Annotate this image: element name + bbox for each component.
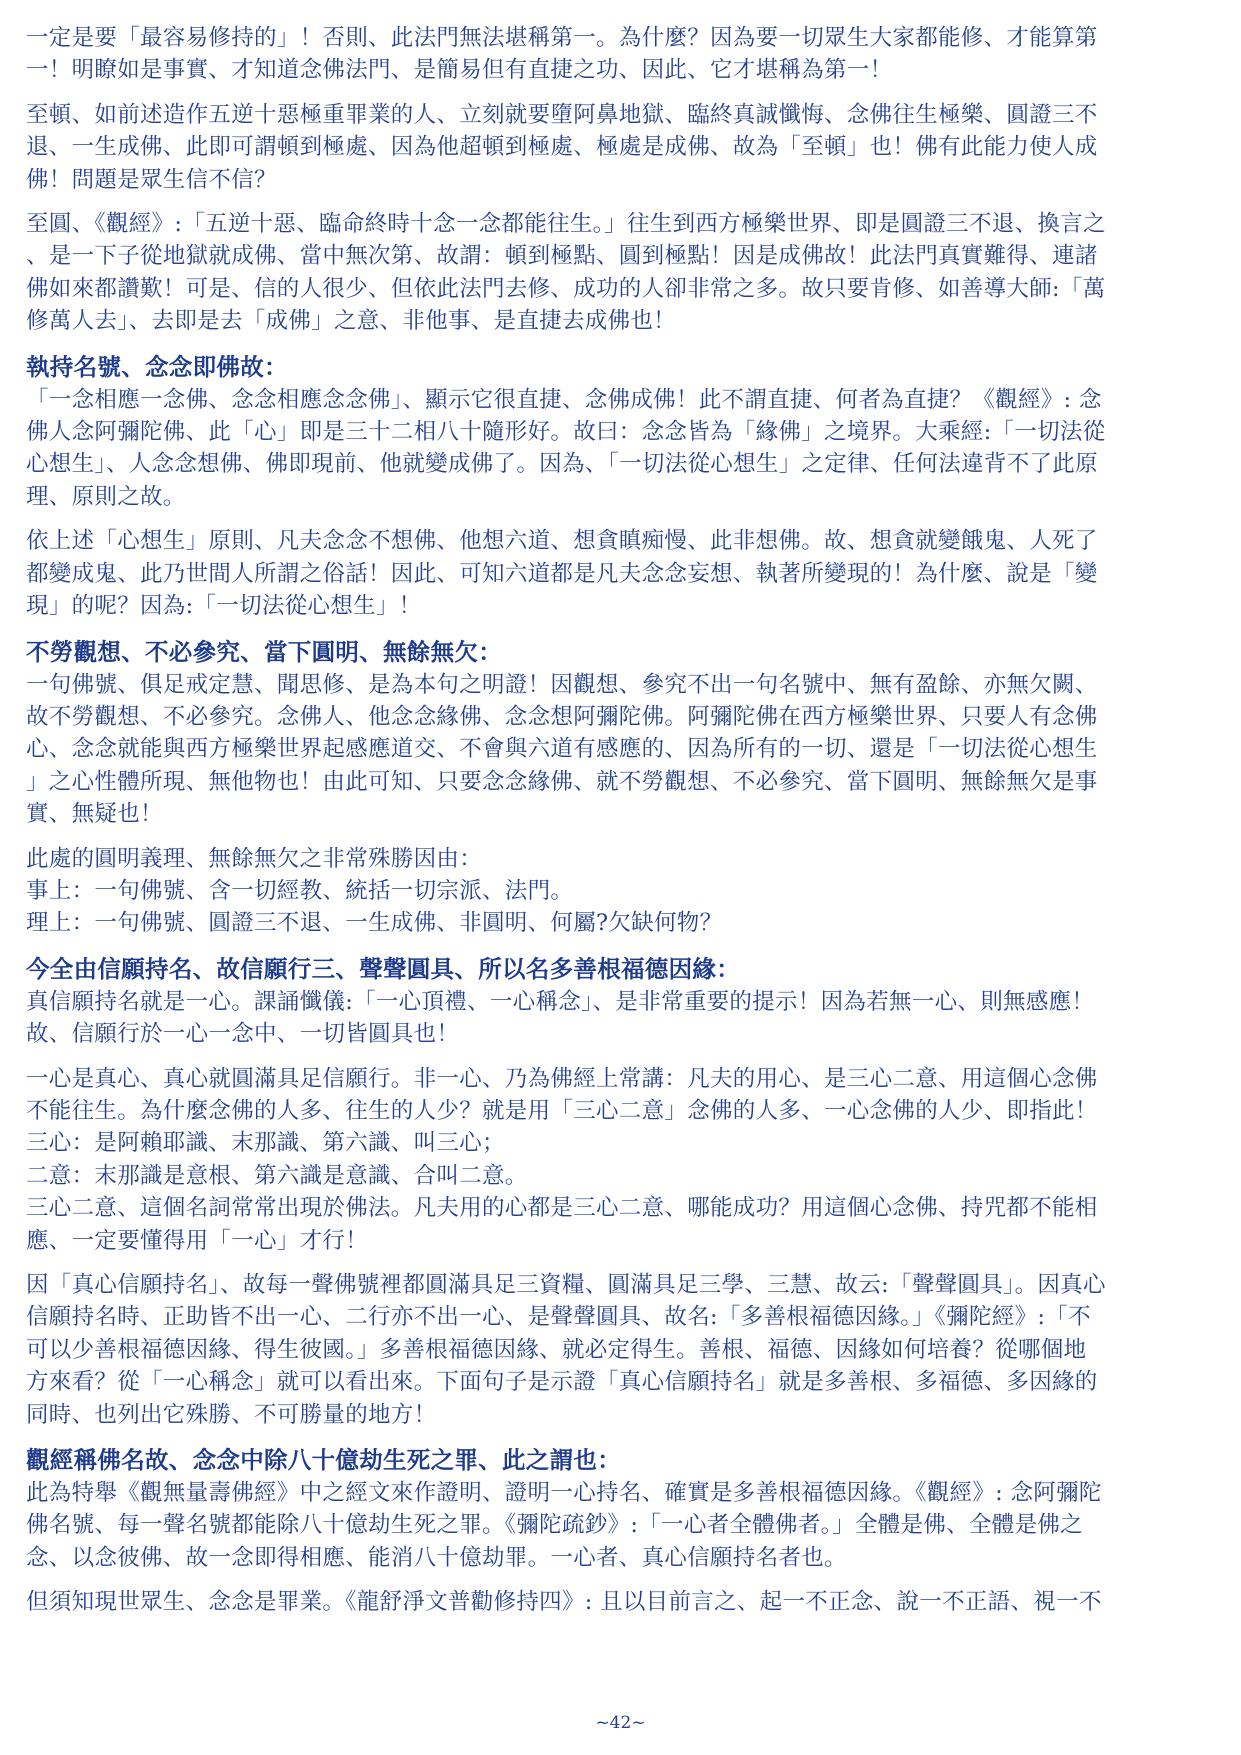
section-heading-2: 不勞觀想、不必參究、當下圓明、無餘無欠： xyxy=(26,637,502,666)
paragraph-9: 一心是真心、真心就圓滿具足信願行。非一心、乃為佛經上常講：凡夫的用心、是三心二意、用這個心念佛 不能往生。為什麼念佛的人多、往生的人少？就是用「三心二意」念佛的人多、一心念佛的人少、即指此！ 三心：是阿賴耶識、末那識、第六識、叫三心； 二意：末那識是意根、第六識是意識、合叫二意。 三心二意、這個名詞常常出現於佛法。凡夫用的心都是三心二意、哪能成功？用這個心念佛、持咒都不能相 應、一定要懂得用「一心」才行！ xyxy=(26,1065,1098,1254)
paragraph-7: 此處的圓明義理、無餘無欠之非常殊勝因由： 事上：一句佛號、含一切經教、統括一切宗派、法門。 理上：一句佛號、圓證三不退、一生成佛、非圓明、何屬?欠缺何物？ xyxy=(26,845,723,937)
paragraph-12: 但須知現世眾生、念念是罪業。《龍舒淨文普勸修持四》: 且以目前言之、起一不正念、說一不正語、視一不 xyxy=(26,1589,1102,1616)
paragraph-1: 一定是要「最容易修持的」！否則、此法門無法堪稱第一。為什麼？因為要一切眾生大家都能修、才能算第 一！明瞭如是事實、才知道念佛法門、是簡易但有直捷之功、因此、它才堪稱為第一！ xyxy=(26,25,1098,84)
paragraph-11: 此為特舉《觀無量壽佛經》中之經文來作證明、證明一心持名、確實是多善根福德因緣。《觀經》: 念阿彌陀 佛名號、每一聲名號都能除八十億劫生死之罪。《彌陀疏鈔》:「一心者全體佛者。」全體是佛、全體是佛之 念、以念彼佛、故一念即得相應、能消八十億劫罪。一心者、真心信願持名者也。 xyxy=(26,1480,1102,1571)
page-number: ~42~ xyxy=(595,1713,646,1733)
paragraph-10: 因「真心信願持名」、故每一聲佛號裡都圓滿具足三資糧、圓滿具足三學、三慧、故云:「聲聲圓具」。因真心 信願持名時、正助皆不出一心、二行亦不出一心、是聲聲圓具、故名:「多善根福德因緣。」《彌陀經》:「不 可以少善根福德因緣、得生彼國。」多善根福德因緣、就必定得生。善根、福德、因緣如何培養？從哪個地 方來看？從「一心稱念」就可以看出來。下面句子是示證「真心信願持名」就是多善根、多福德、多因緣的 同時、也列出它殊勝、不可勝量的地方！ xyxy=(26,1272,1106,1428)
section-heading-3: 今全由信願持名、故信願行三、聲聲圓具、所以名多善根福德因緣： xyxy=(26,954,740,983)
document-body xyxy=(26,22,1220,1631)
paragraph-3: 至圓、《觀經》:「五逆十惡、臨命終時十念一念都能往生。」往生到西方極樂世界、即是圓證三不退、換言之 、是一下子從地獄就成佛、當中無次第、故謂：頓到極點、圓到極點！因是成佛故！此法門真實難得、連諸 佛如來都讚歎！可是、信的人很少、但依此法門去修、成功的人卻非常之多。故只要肯修、如善導大師:「萬 修萬人去」、去即是去「成佛」之意、非他事、是直捷去成佛也！ xyxy=(26,211,1106,335)
paragraph-8: 真信願持名就是一心。課誦懺儀:「一心頂禮、一心稱念」、是非常重要的提示！因為若無一心、則無感應！ 故、信願行於一心一念中、一切皆圓具也！ xyxy=(26,988,1095,1048)
section-heading-1: 執持名號、念念即佛故： xyxy=(26,352,288,381)
paragraph-5: 依上述「心想生」原則、凡夫念念不想佛、他想六道、想貪瞋痴慢、此非想佛。故、想貪就變餓鬼、人死了 都變成鬼、此乃世間人所謂之俗話！因此、可知六道都是凡夫念念妄想、執著所變現的！為什麼、說是「變 現」的呢？因為:「一切法從心想生」！ xyxy=(26,528,1098,620)
paragraph-2: 至頓、如前述造作五逆十惡極重罪業的人、立刻就要墮阿鼻地獄、臨終真誠懺悔、念佛往生極樂、圓證三不 退、一生成佛、此即可謂頓到極處、因為他超頓到極處、極處是成佛、故為「至頓」也！佛有此能力使人成 佛！問題是眾生信不信？ xyxy=(26,101,1098,193)
section-heading-4: 觀經稱佛名故、念念中除八十億劫生死之罪、此之謂也： xyxy=(26,1446,621,1475)
paragraph-4: 「一念相應一念佛、念念相應念念佛」、顯示它很直捷、念佛成佛！此不謂直捷、何者為直捷？《觀經》: 念 佛人念阿彌陀佛、此「心」即是三十二相八十隨形好。故曰：念念皆為「緣佛」之境界。大乘經:「一切法從 心想生」、人念念想佛、佛即現前、他就變成佛了。因為、「一切法從心想生」之定律、任何法違背不了此原 理、原則之故。 xyxy=(26,386,1106,510)
paragraph-6: 一句佛號、俱足戒定慧、聞思修、是為本句之明證！因觀想、參究不出一句名號中、無有盈餘、亦無欠闕、 故不勞觀想、不必參究。念佛人、他念念緣佛、念念想阿彌陀佛。阿彌陀佛在西方極樂世界、只要人有念佛 心、念念就能與西方極樂世界起感應道交、不會與六道有感應的、因為所有的一切、還是「一切法從心想生 」之心性體所現、無他物也！由此可知、只要念念緣佛、就不勞觀想、不必參究、當下圓明、無餘無欠是事 實、無疑也！ xyxy=(26,671,1098,828)
